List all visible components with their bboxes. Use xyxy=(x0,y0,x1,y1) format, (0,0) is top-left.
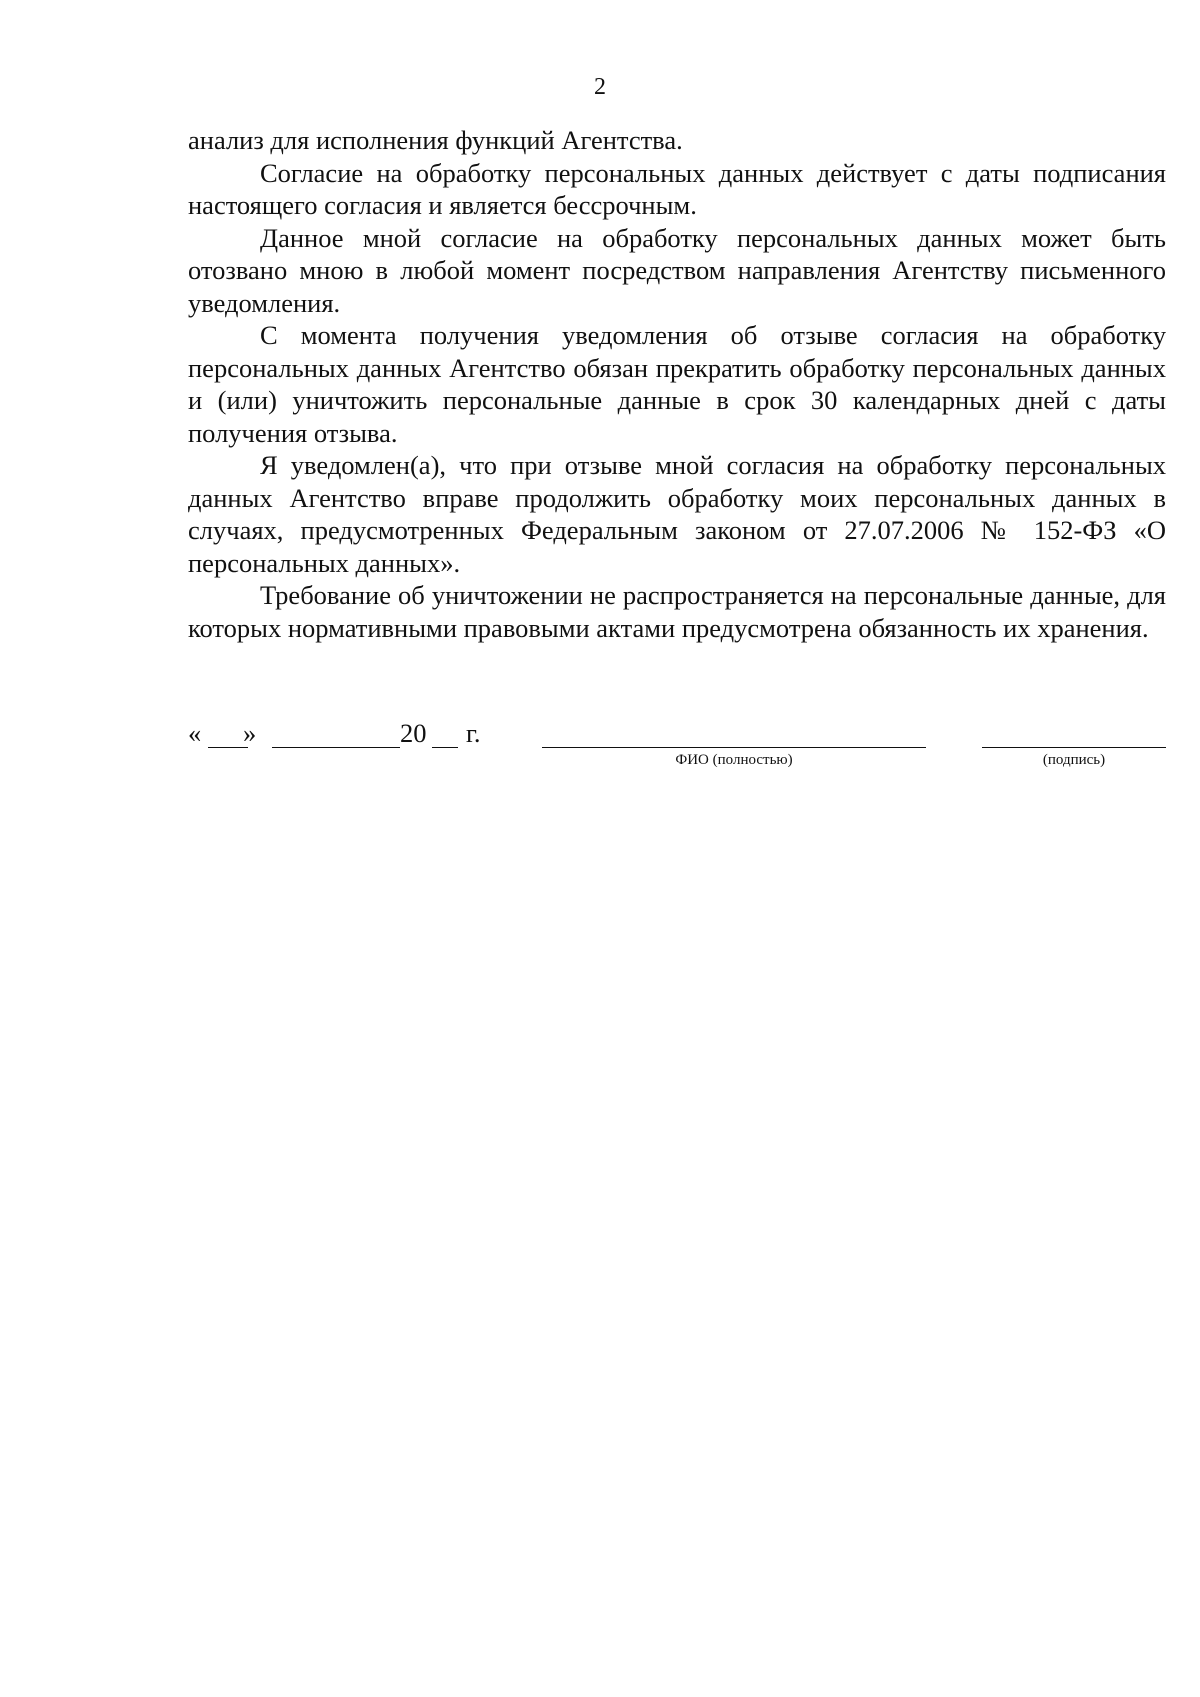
paragraph: Я уведомлен(а), что при отзыве мной согласия на обработку персональных данных Агентство вправе продолжить обработку моих персональных данных в случаях, предусмотренных Федеральным законом от 27.07.2006 № 152-ФЗ «О персональных данных». xyxy=(188,450,1166,578)
paragraph: анализ для исполнения функций Агентства. xyxy=(188,125,683,155)
page-number: 2 xyxy=(594,74,606,100)
full-name-blank[interactable] xyxy=(542,747,926,748)
year-suffix: г. xyxy=(466,718,481,748)
month-blank[interactable] xyxy=(272,747,400,748)
signature-row xyxy=(188,710,1168,770)
paragraph: С момента получения уведомления об отзыве согласия на обработку персональных данных Агентство обязан прекратить обработку персональных данных и (или) уничтожить персональные данные в срок 30 календарных дней с даты получения отзыва. xyxy=(188,320,1166,448)
year-blank[interactable] xyxy=(432,747,458,748)
day-blank[interactable] xyxy=(208,747,248,748)
year-prefix: 20 xyxy=(400,718,427,748)
consent-text xyxy=(188,124,1166,644)
paragraph: Данное мной согласие на обработку персональных данных может быть отозвано мною в любой момент посредством направления Агентству письменного уведомления. xyxy=(188,222,1166,318)
date-quote-open: « xyxy=(188,718,202,748)
paragraph: Согласие на обработку персональных данных действует с даты подписания настоящего согласия и является бессрочным. xyxy=(188,157,1166,220)
full-name-caption: ФИО (полностью) xyxy=(675,752,793,768)
signature-blank[interactable] xyxy=(982,747,1166,748)
signature-caption: (подпись) xyxy=(1042,752,1106,768)
date-quote-close: » xyxy=(243,718,257,748)
paragraph: Требование об уничтожении не распространяется на персональные данные, для которых нормативными правовыми актами предусмотрена обязанность их хранения. xyxy=(188,580,1166,643)
